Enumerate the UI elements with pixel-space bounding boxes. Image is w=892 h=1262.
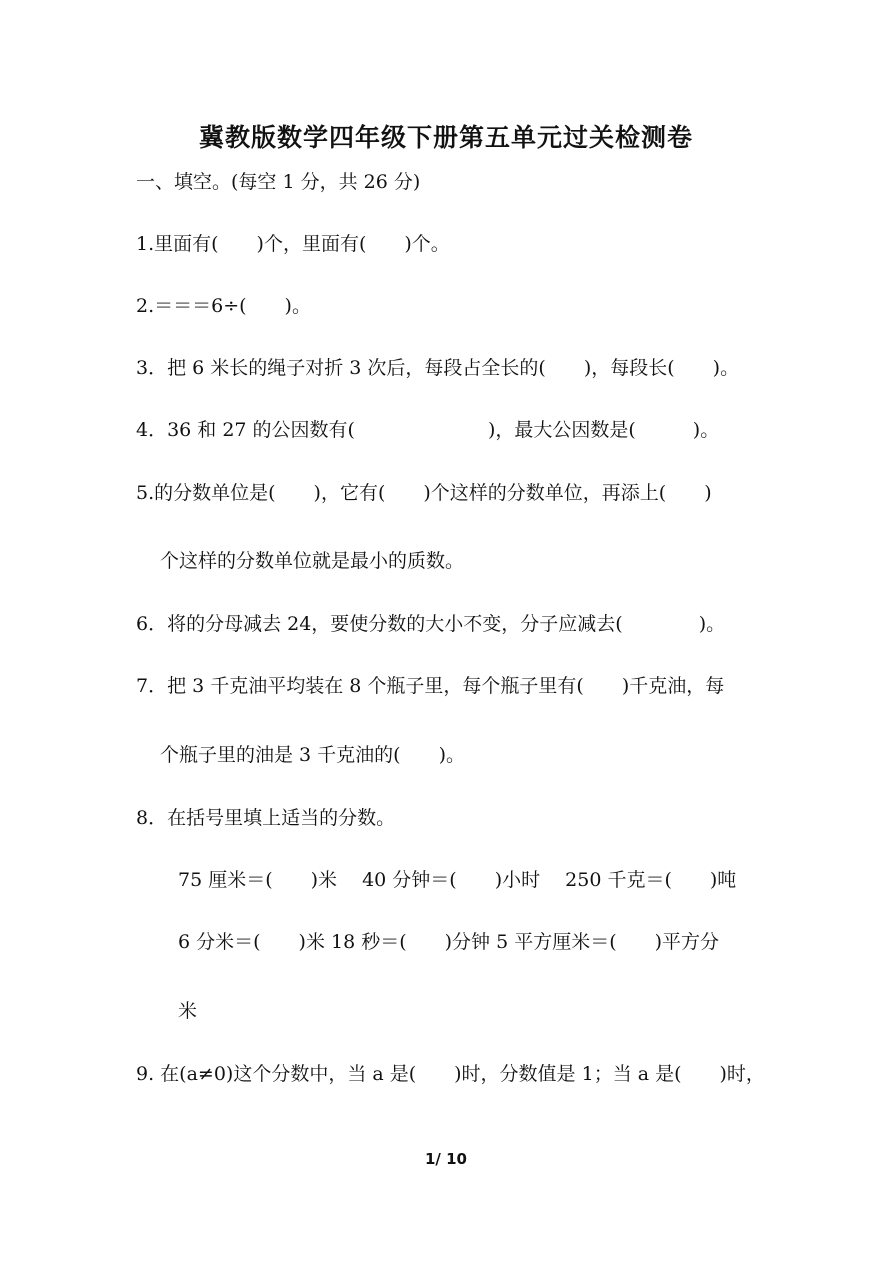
question-2: 2.＝＝＝6÷( )。 bbox=[136, 295, 311, 317]
question-3: 3．把 6 米长的绳子对折 3 次后，每段占全长的( )，每段长( )。 bbox=[136, 357, 740, 379]
document-title: 冀教版数学四年级下册第五单元过关检测卷 bbox=[198, 123, 693, 152]
question-4: 4．36 和 27 的公因数有( )，最大公因数是( )。 bbox=[136, 419, 720, 441]
question-8-row-2: 6 分米＝( )米 18 秒＝( )分钟 5 平方厘米＝( )平方分 bbox=[178, 931, 720, 953]
question-8-row-2-continued: 米 bbox=[178, 1000, 198, 1022]
question-1: 1.里面有( )个，里面有( )个。 bbox=[136, 233, 450, 255]
question-9: 9. 在(a≠0)这个分数中，当 a 是( )时，分数值是 1；当 a 是( )时， bbox=[136, 1063, 765, 1085]
section-heading: 一、填空。(每空 1 分，共 26 分) bbox=[136, 171, 421, 193]
question-6: 6．将的分母减去 24，要使分数的大小不变，分子应减去( )。 bbox=[136, 613, 726, 635]
question-7-continued: 个瓶子里的油是 3 千克油的( )。 bbox=[160, 744, 465, 766]
page-number: 1/ 10 bbox=[424, 1150, 467, 1168]
question-8-row-1: 75 厘米＝( )米 40 分钟＝( )小时 250 千克＝( )吨 bbox=[178, 869, 737, 891]
question-5: 5.的分数单位是( )，它有( )个这样的分数单位，再添上( ) bbox=[136, 482, 712, 504]
question-5-continued: 个这样的分数单位就是最小的质数。 bbox=[160, 550, 465, 572]
question-8: 8．在括号里填上适当的分数。 bbox=[136, 807, 396, 829]
question-7: 7．把 3 千克油平均装在 8 个瓶子里，每个瓶子里有( )千克油，每 bbox=[136, 675, 725, 697]
